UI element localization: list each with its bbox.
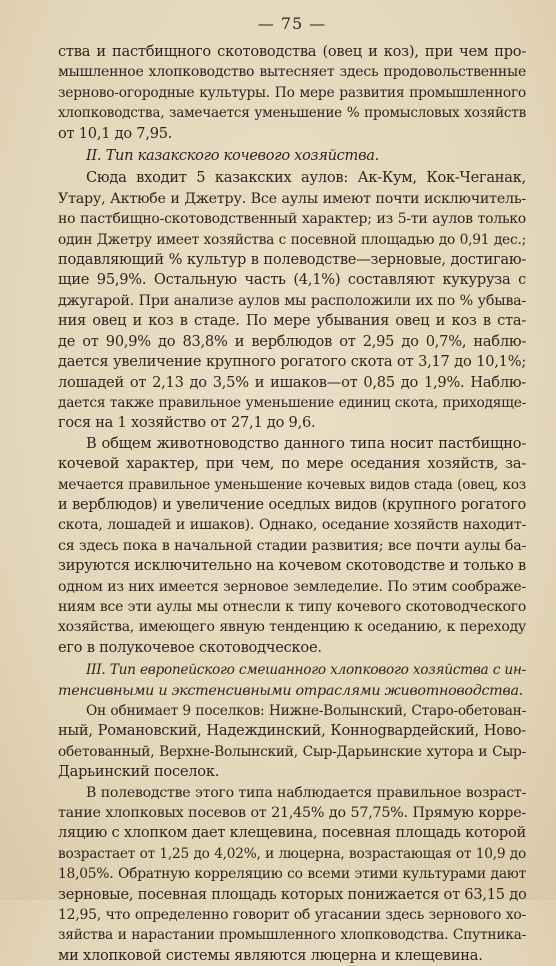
text-line: одном из них имеется зерновое земледелие. По этим соображе- bbox=[58, 578, 526, 595]
text-line: мечается правильное уменьшение кочевых видов стада (овец, коз bbox=[58, 476, 526, 493]
text-line: обетованный, Верхне-Волынский, Сыр-Дарьинские хутора и Сыр- bbox=[58, 743, 526, 760]
text-line: лошадей от 2,13 до 3,5% и ишаков—от 0,85 до 1,9%. Наблю- bbox=[58, 373, 526, 391]
text-line: его в полукочевое скотоводческое. bbox=[58, 638, 322, 656]
paragraph-3 bbox=[58, 434, 526, 658]
document-page bbox=[58, 12, 526, 966]
text-line: зируются исключительно на кочевом скотоводстве и только в bbox=[58, 557, 526, 575]
text-line: Утару, Актюбе и Джетру. Все аулы имеют почти исключитель- bbox=[58, 190, 526, 207]
text-line: и верблюдов) и увеличение оседлых видов (крупного рогатого bbox=[58, 496, 526, 513]
text-line: подавляющий % культур в полеводстве—зерновые, достигаю- bbox=[58, 251, 526, 269]
text-line: ляцию с хлопком дает клещевина, посевная площадь которой bbox=[58, 824, 526, 842]
heading-line: III. Тип европейского смешанного хлопкового хозяйства с ин- bbox=[86, 662, 526, 679]
text-line: возрастает от 1,25 до 4,02%, и люцерна, возрастающая от 10,9 до bbox=[58, 845, 526, 862]
text-line: ниям все эти аулы мы отнесли к типу кочевого скотоводческого bbox=[58, 598, 526, 615]
text-line: В полеводстве этого типа наблюдается правильное возраст- bbox=[86, 784, 526, 801]
section-heading-2: II. Тип казакского кочевого хозяйства. bbox=[86, 147, 380, 165]
text-line: дается увеличение крупного рогатого скота от 3,17 до 10,1%; bbox=[58, 353, 526, 371]
text-line: скота, лошадей и ишаков). Однако, оседание хозяйств находит- bbox=[58, 517, 526, 534]
text-line: В общем животноводство данного типа носит пастбищно- bbox=[86, 434, 526, 452]
paragraph-2 bbox=[58, 168, 526, 433]
text-line: де от 90,9% до 83,8% и верблюдов от 2,95 до 0,7%, наблю- bbox=[58, 332, 526, 350]
text-line: щие 95,9%. Остальную часть (4,1%) составляют кукуруза с bbox=[58, 271, 526, 289]
text-line: зяйства и нарастании промышленного хлопководства. Спутника- bbox=[58, 927, 526, 944]
text-line: хлопководства, замечается уменьшение % промысловых хозяйств bbox=[58, 105, 526, 122]
paragraph-1 bbox=[58, 42, 526, 144]
text-line: гося на 1 хозяйство от 27,1 до 9,6. bbox=[58, 414, 316, 432]
page-number: — 75 — bbox=[257, 14, 327, 33]
text-line: от 10,1 до 7,95. bbox=[58, 124, 173, 142]
text-line: Он обнимает 9 поселков: Нижне-Волынский, Старо-обетован- bbox=[86, 703, 526, 719]
text-line: 12,95, что определенно говорит об угасании здесь зернового хо- bbox=[58, 907, 526, 924]
text-line: зерновые, посевная площадь которых понижается от 63,15 до bbox=[58, 885, 527, 903]
text-line: ся здесь пока в начальной стадии развития; все почти аулы ба- bbox=[58, 537, 526, 554]
text-line: ния овец и коз в стаде. По мере убывания овец и коз в ста- bbox=[58, 312, 526, 330]
heading-line: тенсивными и экстенсивными отраслями животноводства. bbox=[58, 682, 523, 699]
text-line: Дарьинский поселок. bbox=[58, 763, 220, 781]
text-line: кочевой характер, при чем, по мере оседания хозяйств, за- bbox=[58, 455, 526, 473]
section-heading-3 bbox=[58, 660, 526, 701]
paragraph-5 bbox=[58, 783, 526, 966]
text-line: дается также правильное уменьшение единиц скота, приходяще- bbox=[58, 394, 526, 411]
text-line: ми хлопковой системы являются люцерна и клещевина. bbox=[58, 946, 483, 964]
text-line: ный, Романовский, Надеждинский, Коннogвардейский, Ново- bbox=[58, 722, 526, 740]
paragraph-4 bbox=[58, 701, 526, 783]
text-line: но пастбищно-скотоводственный характер; из 5-ти аулов только bbox=[58, 211, 526, 228]
text-line: джугарой. При анализе аулов мы расположили их по % убыва- bbox=[58, 292, 526, 309]
text-line: ства и пастбищного скотоводства (овец и коз), при чем про- bbox=[58, 43, 526, 60]
text-line: один Джетру имеет хозяйства с посевной площадью до 0,91 дес.; bbox=[58, 231, 526, 248]
text-line: хозяйства, имеющего явную тенденцию к оседанию, к переходу bbox=[58, 619, 526, 636]
text-line: тание хлопковых посевов от 21,45% до 57,75%. Прямую корре- bbox=[58, 805, 526, 822]
text-line: зерново-огородные культуры. По мере развития промышленного bbox=[58, 84, 526, 101]
text-line: мышленное хлопководство вытесняет здесь продовольственные bbox=[58, 64, 526, 81]
text-line: Сюда входит 5 казакских аулов: Ак-Кум, Кок-Чеганак, bbox=[86, 169, 526, 187]
text-line: 18,05%. Обратную корреляцию со всеми этими культурами дают bbox=[58, 866, 526, 883]
